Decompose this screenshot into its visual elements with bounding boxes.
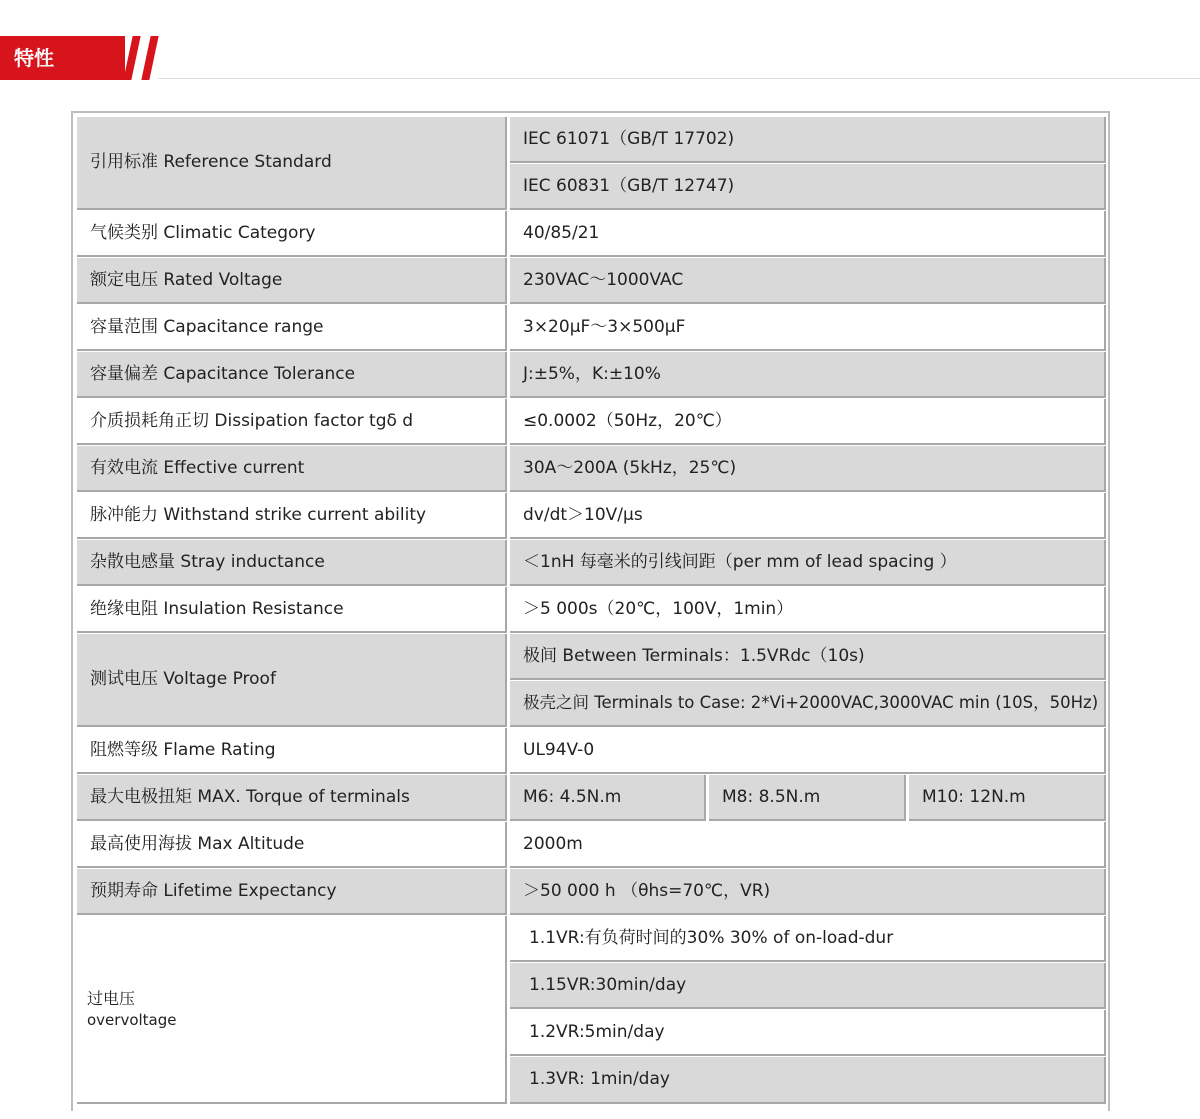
label-strike-current: 脉冲能力 Withstand strike current ability xyxy=(77,493,507,539)
value-capacitance-range: 3×20μF～3×500μF xyxy=(510,305,1106,351)
header-slash-decoration xyxy=(123,36,140,80)
label-overvoltage xyxy=(77,916,507,1104)
value-capacitance-tolerance: J:±5%，K:±10% xyxy=(510,352,1106,398)
label-stray-inductance: 杂散电感量 Stray inductance xyxy=(77,540,507,586)
value-torque-m6: M6: 4.5N.m xyxy=(510,775,706,821)
label-lifetime: 预期寿命 Lifetime Expectancy xyxy=(77,869,507,915)
section-header xyxy=(0,36,1200,80)
value-reference-standard-2: IEC 60831（GB/T 12747) xyxy=(510,164,1106,210)
value-reference-standard-1: IEC 61071（GB/T 17702) xyxy=(510,117,1106,163)
value-insulation-resistance: ＞5 000s（20℃，100V，1min） xyxy=(510,587,1106,633)
label-voltage-proof: 测试电压 Voltage Proof xyxy=(77,634,507,727)
value-overvoltage-3: 1.2VR:5min/day xyxy=(510,1010,1106,1056)
value-strike-current: dv/dt＞10V/μs xyxy=(510,493,1106,539)
value-overvoltage-2: 1.15VR:30min/day xyxy=(510,963,1106,1009)
header-divider xyxy=(158,78,1200,79)
value-overvoltage-1: 1.1VR:有负荷时间的30% 30% of on-load-dur xyxy=(510,916,1106,962)
label-climatic-category: 气候类别 Climatic Category xyxy=(77,211,507,257)
header-slash-decoration xyxy=(141,36,158,80)
label-max-altitude: 最高使用海拔 Max Altitude xyxy=(77,822,507,868)
value-lifetime: ＞50 000 h （θhs=70℃，VR) xyxy=(510,869,1106,915)
value-effective-current: 30A～200A (5kHz，25℃) xyxy=(510,446,1106,492)
value-flame-rating: UL94V-0 xyxy=(510,728,1106,774)
label-overvoltage-en: overvoltage xyxy=(87,1010,177,1029)
label-rated-voltage: 额定电压 Rated Voltage xyxy=(77,258,507,304)
value-dissipation-factor: ≤0.0002（50Hz，20℃） xyxy=(510,399,1106,445)
value-rated-voltage: 230VAC～1000VAC xyxy=(510,258,1106,304)
label-insulation-resistance: 绝缘电阻 Insulation Resistance xyxy=(77,587,507,633)
section-title: 特性 xyxy=(0,36,125,80)
label-overvoltage-cn: 过电压 xyxy=(87,988,136,1008)
value-voltage-proof-1: 极间 Between Terminals：1.5VRdc（10s) xyxy=(510,634,1106,680)
value-climatic-category: 40/85/21 xyxy=(510,211,1106,257)
value-overvoltage-4: 1.3VR: 1min/day xyxy=(510,1057,1106,1104)
label-dissipation-factor: 介质损耗角正切 Dissipation factor tgδ d xyxy=(77,399,507,445)
label-capacitance-range: 容量范围 Capacitance range xyxy=(77,305,507,351)
value-stray-inductance: ＜1nH 每毫米的引线间距（per mm of lead spacing ） xyxy=(510,540,1106,586)
value-voltage-proof-2: 极壳之间 Terminals to Case: 2*Vi+2000VAC,3000VAC min (10S，50Hz) xyxy=(510,681,1106,727)
label-flame-rating: 阻燃等级 Flame Rating xyxy=(77,728,507,774)
value-torque-m8: M8: 8.5N.m xyxy=(709,775,906,821)
label-capacitance-tolerance: 容量偏差 Capacitance Tolerance xyxy=(77,352,507,398)
label-torque: 最大电极扭矩 MAX. Torque of terminals xyxy=(77,775,507,821)
characteristics-table xyxy=(71,111,1110,1111)
value-torque-m10: M10: 12N.m xyxy=(909,775,1106,821)
value-max-altitude: 2000m xyxy=(510,822,1106,868)
label-effective-current: 有效电流 Effective current xyxy=(77,446,507,492)
label-reference-standard: 引用标准 Reference Standard xyxy=(77,117,507,210)
